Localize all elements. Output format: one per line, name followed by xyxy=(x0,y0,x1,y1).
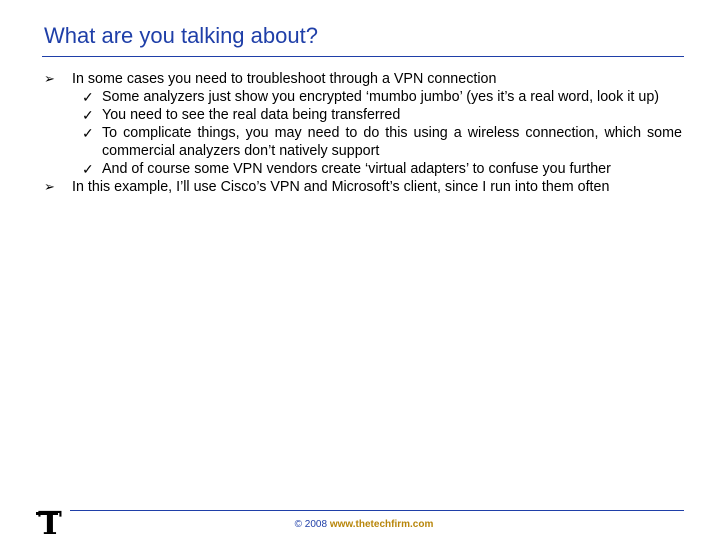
title-divider xyxy=(42,56,684,57)
footer-divider xyxy=(70,510,684,511)
sub-bullet-text: Some analyzers just show you encrypted ‘mumbo jumbo’ (yes it’s a real word, look it up) xyxy=(102,89,660,105)
checkmark-bullet-icon: ✓ xyxy=(82,89,94,105)
sub-bullet-item xyxy=(82,106,682,124)
arrowhead-bullet-icon: ➢ xyxy=(44,179,55,194)
sub-bullet-item xyxy=(82,88,682,106)
arrowhead-bullet-icon: ➢ xyxy=(44,71,55,86)
bullet-item xyxy=(44,70,682,88)
footer-url-link[interactable]: www.thetechfirm.com xyxy=(329,519,434,530)
sub-bullet-text: And of course some VPN vendors create ‘virtual adapters’ to confuse you further xyxy=(102,161,611,177)
checkmark-bullet-icon: ✓ xyxy=(82,161,94,177)
checkmark-bullet-icon: ✓ xyxy=(82,107,94,123)
sub-bullet-item xyxy=(82,160,682,178)
techfirm-logo: T xyxy=(38,504,62,542)
bullet-item xyxy=(44,178,682,196)
slide-title: What are you talking about? xyxy=(44,23,318,48)
checkmark-bullet-icon: ✓ xyxy=(82,125,94,141)
footer xyxy=(0,518,728,532)
bullet-text: In some cases you need to troubleshoot through a VPN connection xyxy=(72,71,497,87)
slide-content xyxy=(44,70,682,196)
sub-bullet-text: To complicate things, you may need to do this using a wireless connection, which some commercial analyzers don’t natively support xyxy=(102,125,682,159)
sub-bullet-item xyxy=(82,124,682,160)
bullet-text: In this example, I’ll use Cisco’s VPN and Microsoft’s client, since I run into them often xyxy=(72,179,610,195)
sub-bullet-text: You need to see the real data being transferred xyxy=(102,107,401,123)
footer-copyright: © 2008 xyxy=(294,519,328,530)
